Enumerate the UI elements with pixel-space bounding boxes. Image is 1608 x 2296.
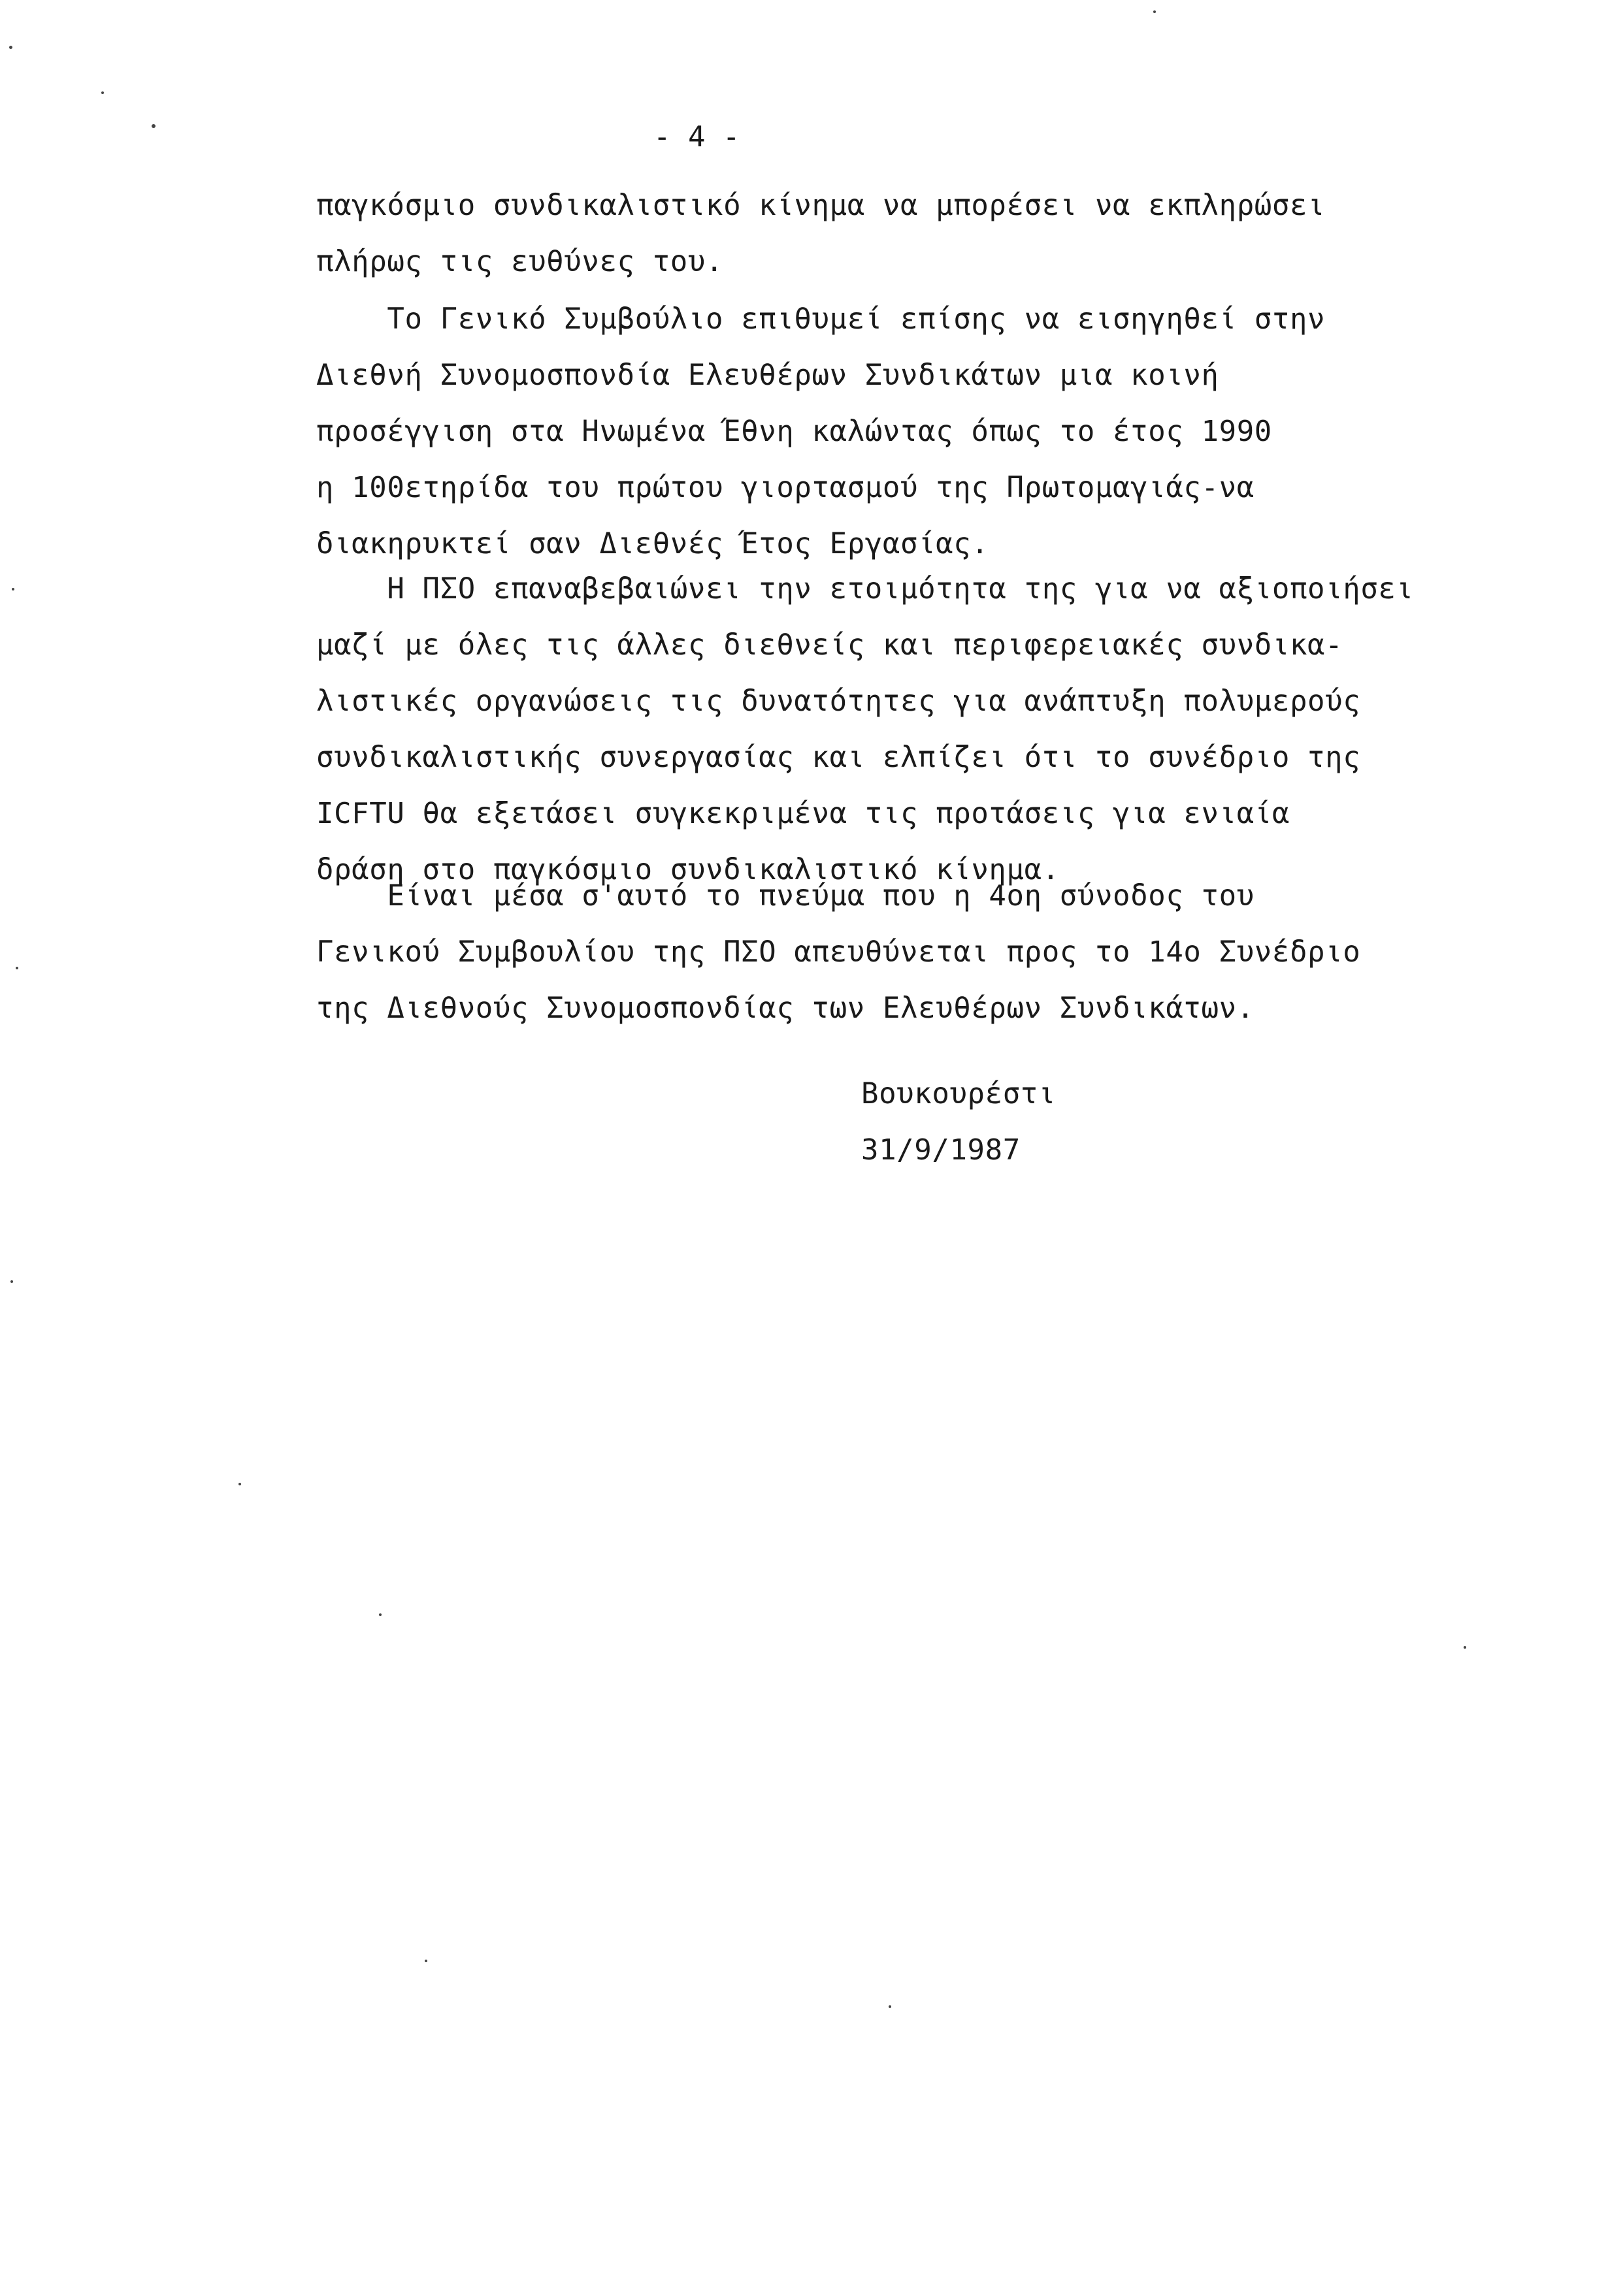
text-line: μαζί με όλες τις άλλες διεθνείς και περιφερειακές συνδικα-: [316, 628, 1343, 662]
scan-speck: [1464, 1646, 1466, 1649]
text-line: Γενικού Συμβουλίου της ΠΣΟ απευθύνεται προς το 14ο Συνέδριο: [316, 935, 1361, 969]
paragraph-2: [316, 291, 1545, 572]
text-line: ICFTU θα εξετάσει συγκεκριμένα τις προτάσεις για ενιαία: [316, 797, 1290, 830]
paragraph-4: [316, 868, 1545, 1037]
scan-speck: [1153, 10, 1156, 13]
text-line: προσέγγιση στα Ηνωμένα Έθνη καλώντας όπως το έτος 1990: [316, 415, 1272, 448]
text-line: συνδικαλιστικής συνεργασίας και ελπίζει ότι το συνέδριο της: [316, 741, 1361, 774]
text-line: η 100ετηρίδα του πρώτου γιορτασμού της Πρωτομαγιάς-να: [316, 471, 1255, 504]
scan-speck: [12, 588, 14, 590]
scan-speck: [425, 1960, 427, 1962]
signature-date: 31/9/1987: [861, 1133, 1021, 1167]
scan-speck: [379, 1613, 382, 1616]
scan-speck: [10, 1280, 13, 1283]
text-line: Το Γενικό Συμβούλιο επιθυμεί επίσης να εισηγηθεί στην: [316, 302, 1326, 336]
text-line: διακηρυκτεί σαν Διεθνές Έτος Εργασίας.: [316, 527, 989, 560]
text-line: δράση στο παγκόσμιο συνδικαλιστικό κίνημα.: [316, 853, 1060, 886]
page-number: - 4 -: [653, 120, 740, 154]
scan-speck: [152, 124, 156, 128]
paragraph-3: [316, 561, 1545, 898]
scan-speck: [16, 967, 18, 969]
signature-place: Βουκουρέστι: [861, 1077, 1056, 1110]
scan-speck: [238, 1483, 241, 1485]
paragraph-1: [316, 178, 1545, 290]
text-line: λιστικές οργανώσεις τις δυνατότητες για ανάπτυξη πολυμερούς: [316, 685, 1361, 718]
text-line: Η ΠΣΟ επαναβεβαιώνει την ετοιμότητα της για να αξιοποιήσει: [316, 572, 1414, 606]
scan-speck: [889, 2005, 891, 2008]
signature-block: [861, 1066, 1056, 1178]
text-line: Είναι μέσα σ'αυτό το πνεύμα που η 4οη σύνοδος του: [316, 879, 1255, 913]
text-line: της Διεθνούς Συνομοσπονδίας των Ελευθέρων Συνδικάτων.: [316, 992, 1255, 1025]
scan-speck: [9, 46, 12, 49]
text-line: πλήρως τις ευθύνες του.: [316, 245, 724, 278]
scan-speck: [101, 91, 104, 94]
text-line: παγκόσμιο συνδικαλιστικό κίνημα να μπορέσει να εκπληρώσει: [316, 189, 1326, 222]
text-line: Διεθνή Συνομοσπονδία Ελευθέρων Συνδικάτων μια κοινή: [316, 359, 1219, 392]
